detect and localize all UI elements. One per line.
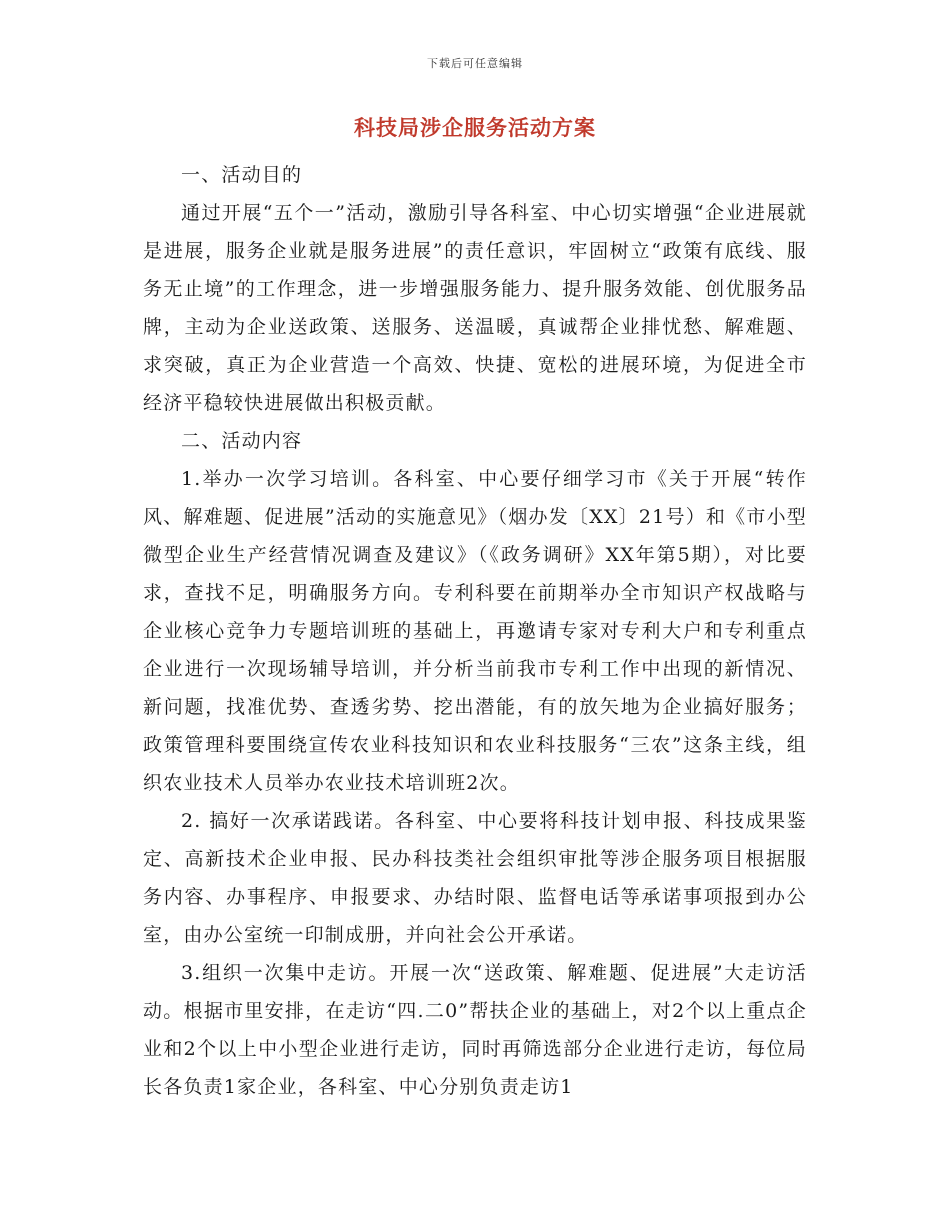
document-body xyxy=(143,156,807,1106)
header-note: 下载后可任意编辑 xyxy=(427,57,523,70)
document-title: 科技局涉企服务活动方案 xyxy=(354,116,596,140)
paragraph-item-3: 3.组织一次集中走访。开展一次“送政策、解难题、促进展”大走访活动。根据市里安排，在走访“四.二0”帮扶企业的基础上，对2个以上重点企业和2个以上中小型企业进行走访，同时再筛选部分企业进行走访，每位局长各负责1家企业，各科室、中心分别负责走访1 xyxy=(143,962,807,1098)
paragraph-item-1: 1.举办一次学习培训。各科室、中心要仔细学习市《关于开展“转作风、解难题、促进展”活动的实施意见》（烟办发〔XX〕21号）和《市小型微型企业生产经营情况调查及建议》（《政务调研》XX年第5期），对比要求，查找不足，明确服务方向。专利科要在前期举办全市知识产权战略与企业核心竞争力专题培训班的基础上，再邀请专家对专利大户和专利重点企业进行一次现场辅导培训，并分析当前我市专利工作中出现的新情况、新问题，找准优势、查透劣势、挖出潜能，有的放矢地为企业搞好服务；政策管理科要围绕宣传农业科技知识和农业科技服务“三农”这条主线，组织农业技术人员举办农业技术培训班2次。 xyxy=(143,468,807,794)
paragraph-purpose: 通过开展“五个一”活动，激励引导各科室、中心切实增强“企业进展就是进展，服务企业就是服务进展”的责任意识，牢固树立“政策有底线、服务无止境”的工作理念，进一步增强服务能力、提升服务效能、创优服务品牌，主动为企业送政策、送服务、送温暖，真诚帮企业排忧愁、解难题、求突破，真正为企业营造一个高效、快捷、宽松的进展环境，为促进全市经济平稳较快进展做出积极贡献。 xyxy=(143,202,807,414)
section-heading-content: 二、活动内容 xyxy=(181,430,303,452)
paragraph-item-2: 2. 搞好一次承诺践诺。各科室、中心要将科技计划申报、科技成果鉴定、高新技术企业申报、民办科技类社会组织审批等涉企服务项目根据服务内容、办事程序、申报要求、办结时限、监督电话等承诺事项报到办公室，由办公室统一印制成册，并向社会公开承诺。 xyxy=(143,810,807,946)
section-heading-purpose: 一、活动目的 xyxy=(181,164,303,186)
